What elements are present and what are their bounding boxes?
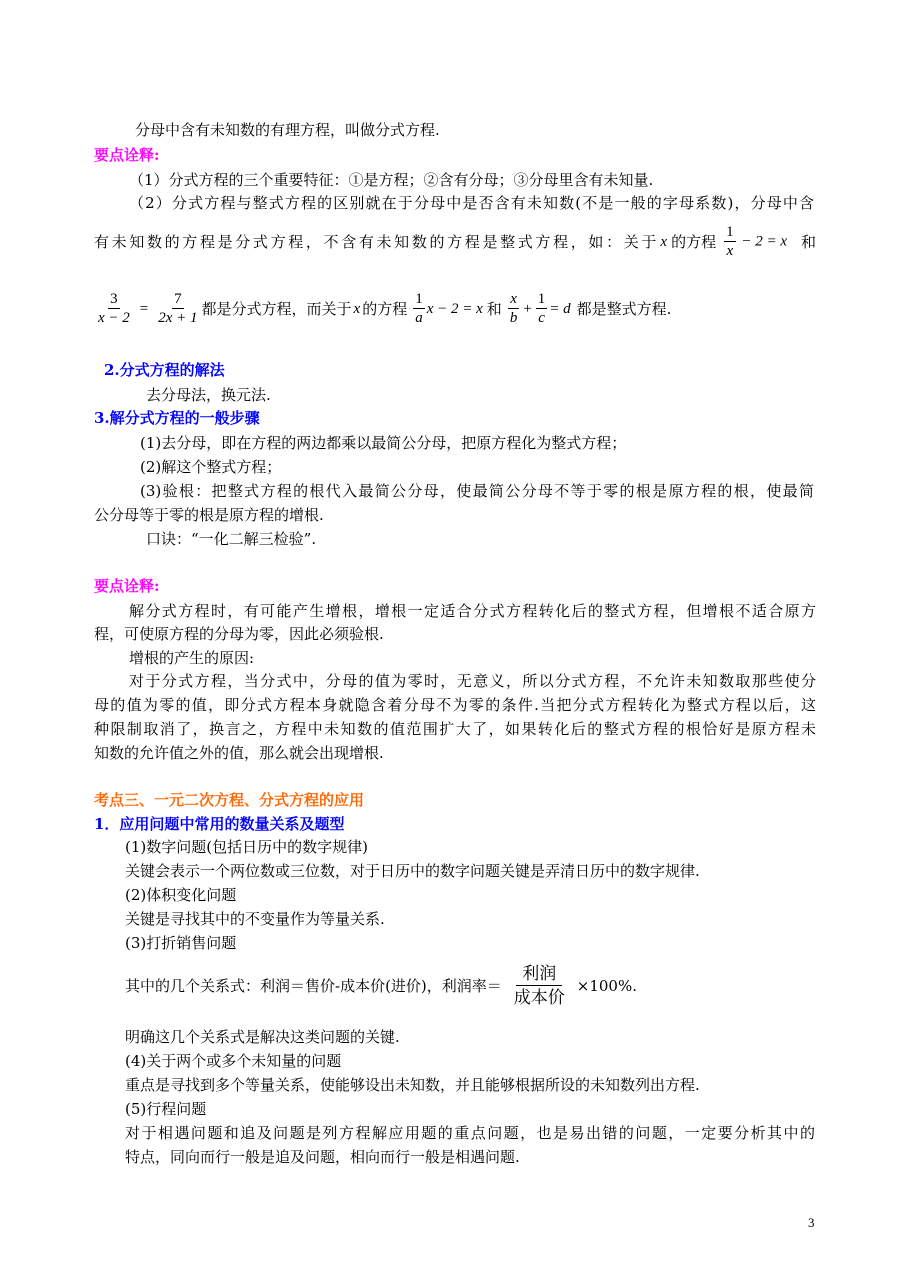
kaodian-3-sub1: 1．应用问题中常用的数量关系及题型 <box>94 815 345 833</box>
note-2-p3-line1: 对于分式方程，当分式中，分母的值为零时，无意义，所以分式方程，不允许未知数取那些使分 <box>129 672 816 690</box>
note-2-p3-line2: 母的值为零的值，即分式方程本身就隐含着分母不为零的条件.当把分式方程转化为整式方程以后，这 <box>94 696 816 714</box>
kaodian-3-q3: (3)打折销售问题 <box>125 934 237 952</box>
kaodian-3-q1: (1)数字问题(包括日历中的数字规律) <box>125 838 368 856</box>
formula-3-rest: x − 2 = x <box>426 301 483 317</box>
note-2-p1-line1: 解分式方程时，有可能产生增根，增根一定适合分式方程转化后的整式方程，但增根不适合原方 <box>129 602 816 620</box>
conj-and-1: 和 <box>800 233 816 251</box>
section-3-step3-line1: (3)验根：把整式方程的根代入最简公分母，使最简公分母不等于零的根是原方程的根，使最简 <box>140 482 814 500</box>
formula-2-den2: 2x + 1 <box>158 310 198 326</box>
kaodian-3-q5-desc-line1: 对于相遇问题和追及问题是列方程解应用题的重点问题，也是易出错的问题，一定要分析其中的 <box>125 1124 815 1142</box>
kaodian-3-q3-desc: 明确这几个关系式是解决这类问题的关键. <box>125 1028 400 1046</box>
profit-rate-num: 利润 <box>516 963 562 986</box>
note-point-2-line3 <box>94 287 671 331</box>
kaodian-3-q3-formula <box>125 960 637 1012</box>
note-label-2: 要点诠释: <box>94 577 160 595</box>
formula-2 <box>94 291 202 327</box>
formula-2-num2: 7 <box>174 291 182 307</box>
section-3-step2: (2)解这个整式方程； <box>140 458 282 476</box>
section-3-mnemonic: 口诀：“一化二解三检验”. <box>146 530 317 548</box>
note-point-2-line3-text-d: 都是整式方程. <box>576 300 672 318</box>
formula-3-fraction <box>413 291 425 327</box>
formula-1-num: 1 <box>726 224 734 240</box>
kaodian-3-q3-formula-text: 其中的几个关系式：利润＝售价-成本价(进价)，利润率＝ <box>125 977 502 995</box>
profit-rate-fraction <box>508 963 571 1010</box>
var-x-2: x <box>353 301 361 317</box>
formula-4-plus: + <box>523 301 532 317</box>
note-2-p1-line2: 程，可使原方程的分母为零，因此必须验根. <box>94 625 384 643</box>
note-label-1: 要点诠释: <box>94 146 160 164</box>
conj-and-2: 和 <box>486 300 502 318</box>
section-3-title: 3.解分式方程的一般步骤 <box>94 409 260 427</box>
formula-4 <box>506 291 571 327</box>
formula-1-fraction <box>724 224 736 260</box>
note-point-2-line3-text-a: 都是分式方程，而关于 <box>201 300 352 318</box>
formula-4-den1: b <box>509 310 518 326</box>
formula-2-frac-right <box>156 291 199 327</box>
section-3-step1: (1)去分母，即在方程的两边都乘以最简公分母，把原方程化为整式方程； <box>140 434 627 452</box>
definition-text: 分母中含有未知数的有理方程，叫做分式方程. <box>135 121 440 139</box>
formula-2-num: 3 <box>110 291 118 307</box>
kaodian-3-q5: (5)行程问题 <box>125 1100 207 1118</box>
var-x: x <box>660 234 668 250</box>
formula-4-rest: = d <box>549 301 571 317</box>
formula-4-frac-1 <box>508 291 520 327</box>
formula-4-num2: 1 <box>537 291 546 307</box>
formula-1-rest: − 2 = x <box>741 233 787 250</box>
kaodian-3-title: 考点三、一元二次方程、分式方程的应用 <box>94 791 365 809</box>
formula-1 <box>722 224 787 260</box>
kaodian-3-q2-desc: 关键是寻找其中的不变量作为等量关系. <box>125 910 385 928</box>
formula-2-frac-left <box>96 291 132 327</box>
kaodian-3-q1-desc: 关键会表示一个两位数或三位数，对于日历中的数字问题关键是弄清日历中的数字规律. <box>125 862 700 880</box>
note-2-p2: 增根的产生的原因: <box>129 649 255 667</box>
note-point-2-line3-text-b: 的方程 <box>362 300 408 318</box>
section-3-step3-line2: 公分母等于零的根是原方程的增根. <box>94 506 324 524</box>
formula-2-eq: = <box>139 301 149 317</box>
kaodian-3-q3-tail: ×100%. <box>576 977 638 995</box>
formula-3-den: a <box>415 310 423 326</box>
kaodian-3-q5-desc-line2: 特点，同向而行一般是追及问题，相向而行一般是相遇问题. <box>125 1148 520 1166</box>
note-point-2-line1: （2）分式方程与整式方程的区别就在于分母中是否含有未知数(不是一般的字母系数)，分母中含 <box>129 194 814 212</box>
formula-4-frac-2 <box>536 291 548 327</box>
section-2-body: 去分母法，换元法. <box>146 386 271 404</box>
kaodian-3-q4: (4)关于两个或多个未知量的问题 <box>125 1052 342 1070</box>
kaodian-3-q4-desc: 重点是寻找到多个等量关系，使能够设出未知数，并且能够根据所设的未知数列出方程. <box>125 1076 700 1094</box>
profit-rate-den: 成本价 <box>513 987 565 1008</box>
section-2-title: 2.分式方程的解法 <box>104 361 225 379</box>
formula-4-den2: c <box>538 310 545 326</box>
kaodian-3-q2: (2)体积变化问题 <box>125 886 237 904</box>
page-number: 3 <box>808 1215 815 1230</box>
note-2-p3-line4: 知数的允许值之外的值，那么就会出现增根. <box>94 744 384 762</box>
formula-4-num1: x <box>510 291 517 307</box>
note-point-2-line2-text-b: 的方程 <box>671 233 717 251</box>
note-point-1: （1）分式方程的三个重要特征：①是方程；②含有分母；③分母里含有未知量. <box>129 171 654 189</box>
formula-3 <box>411 291 483 327</box>
formula-1-den: x <box>726 243 734 259</box>
note-point-2-line2-text: 有未知数的方程是分式方程，不含有未知数的方程是整式方程，如：关于 <box>94 233 657 251</box>
note-2-p3-line3: 种限制取消了，换言之，方程中未知数的值范围扩大了，如果转化后的整式方程的根恰好是原方程未 <box>94 720 816 738</box>
formula-2-den: x − 2 <box>98 310 130 326</box>
note-point-2-line2 <box>94 222 816 262</box>
formula-3-num: 1 <box>415 291 423 307</box>
